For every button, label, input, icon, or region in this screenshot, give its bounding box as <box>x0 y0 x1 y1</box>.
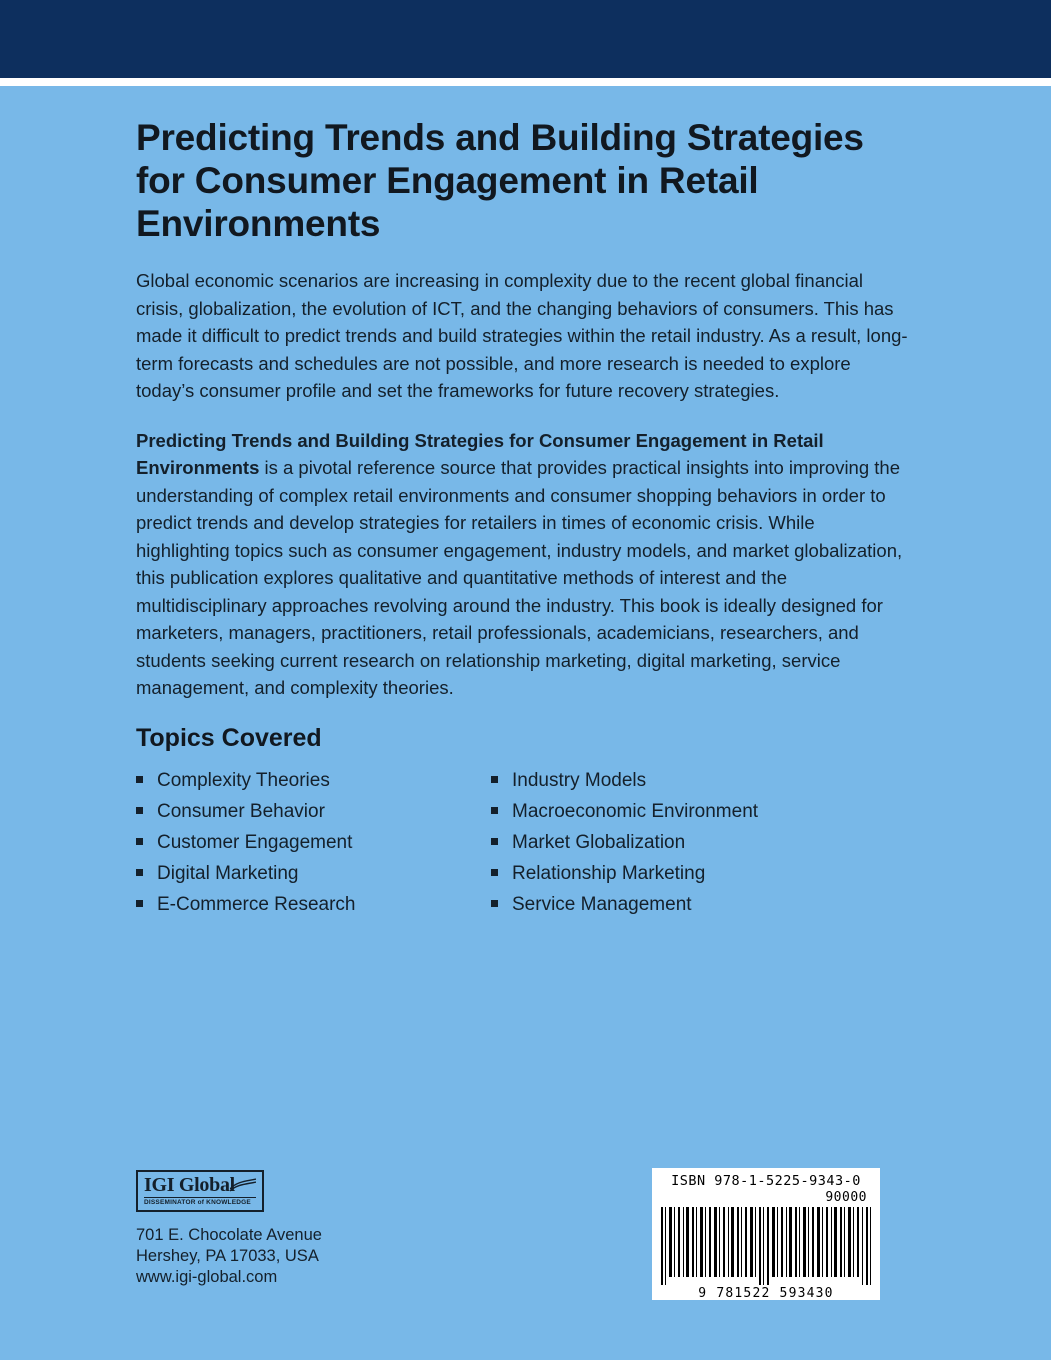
topic-label: Complexity Theories <box>157 769 330 791</box>
description-paragraph-1: Global economic scenarios are increasing in complexity due to the recent global financial crisis, globalization, the evolution of ICT, and the changing behaviors of consumers. This has made it difficult to predict trends and build strategies within the retail industry. As a result, long-term forecasts and schedules are not possible, and more research is needed to explore today’s consumer profile and set the frameworks for future recovery strategies. <box>136 270 908 401</box>
list-item <box>491 858 846 889</box>
list-item <box>491 827 846 858</box>
square-bullet-icon <box>136 776 143 783</box>
barcode-bars <box>659 1207 873 1285</box>
list-item <box>136 765 491 796</box>
list-item <box>491 889 846 920</box>
topic-label: Digital Marketing <box>157 862 299 884</box>
square-bullet-icon <box>136 900 143 907</box>
description-paragraph-2-rest: is a pivotal reference source that provides practical insights into improving the understanding of complex retail environments and consumer shopping behaviors in order to predict trends and develop strategies for retailers in times of economic crisis. While highlighting topics such as consumer engagement, industry models, and market globalization, this publication explores qualitative and quantitative methods of interest and the multidisciplinary approaches revolving around the industry. This book is ideally designed for marketers, managers, practitioners, retail professionals, academicians, researchers, and students seeking current research on relationship marketing, digital marketing, service management, and complexity theories. <box>136 457 903 698</box>
price-code-text: 90000 <box>825 1190 867 1205</box>
isbn-barcode <box>652 1168 880 1300</box>
address-line-1: 701 E. Chocolate Avenue <box>136 1226 322 1244</box>
list-item <box>491 765 846 796</box>
square-bullet-icon <box>491 838 498 845</box>
topic-label: Macroeconomic Environment <box>512 800 759 822</box>
publisher-website[interactable]: www.igi-global.com <box>136 1268 278 1286</box>
square-bullet-icon <box>491 900 498 907</box>
cover-content <box>136 116 918 920</box>
publisher-tagline: DISSEMINATOR of KNOWLEDGE <box>144 1197 256 1206</box>
topics-column-right <box>491 765 846 920</box>
square-bullet-icon <box>491 776 498 783</box>
book-title-inline: Predicting Trends and Building Strategies for Consumer Engagement in Retail Environments <box>136 429 824 478</box>
topic-label: Customer Engagement <box>157 831 353 853</box>
topics-column-left <box>136 765 491 920</box>
list-item <box>136 796 491 827</box>
list-item <box>491 796 846 827</box>
square-bullet-icon <box>491 807 498 814</box>
description-paragraph-2 <box>136 427 911 702</box>
square-bullet-icon <box>136 869 143 876</box>
topic-label: Industry Models <box>512 769 647 791</box>
list-item <box>136 889 491 920</box>
publisher-name: IGI Global <box>144 1174 235 1196</box>
top-navy-band <box>0 0 1051 78</box>
book-title: Predicting Trends and Building Strategies for Consumer Engagement in Retail Environments <box>136 117 864 244</box>
topics-covered-heading: Topics Covered <box>136 723 322 752</box>
ean-digits: 9 781522 593430 <box>698 1286 834 1301</box>
topic-label: Relationship Marketing <box>512 862 706 884</box>
cover-body-panel <box>0 86 1051 1360</box>
topic-label: Market Globalization <box>512 831 686 853</box>
topic-label: Consumer Behavior <box>157 800 325 822</box>
square-bullet-icon <box>136 838 143 845</box>
barcode-lines-icon <box>659 1207 873 1285</box>
swoosh-icon <box>230 1178 256 1192</box>
square-bullet-icon <box>136 807 143 814</box>
topic-label: Service Management <box>512 893 692 915</box>
list-item <box>136 858 491 889</box>
list-item <box>136 827 491 858</box>
square-bullet-icon <box>491 869 498 876</box>
isbn-text: ISBN 978-1-5225-9343-0 <box>671 1173 861 1189</box>
address-line-2: Hershey, PA 17033, USA <box>136 1247 319 1265</box>
publisher-logo <box>136 1170 264 1212</box>
topic-label: E-Commerce Research <box>157 893 356 915</box>
topics-columns <box>136 765 916 920</box>
